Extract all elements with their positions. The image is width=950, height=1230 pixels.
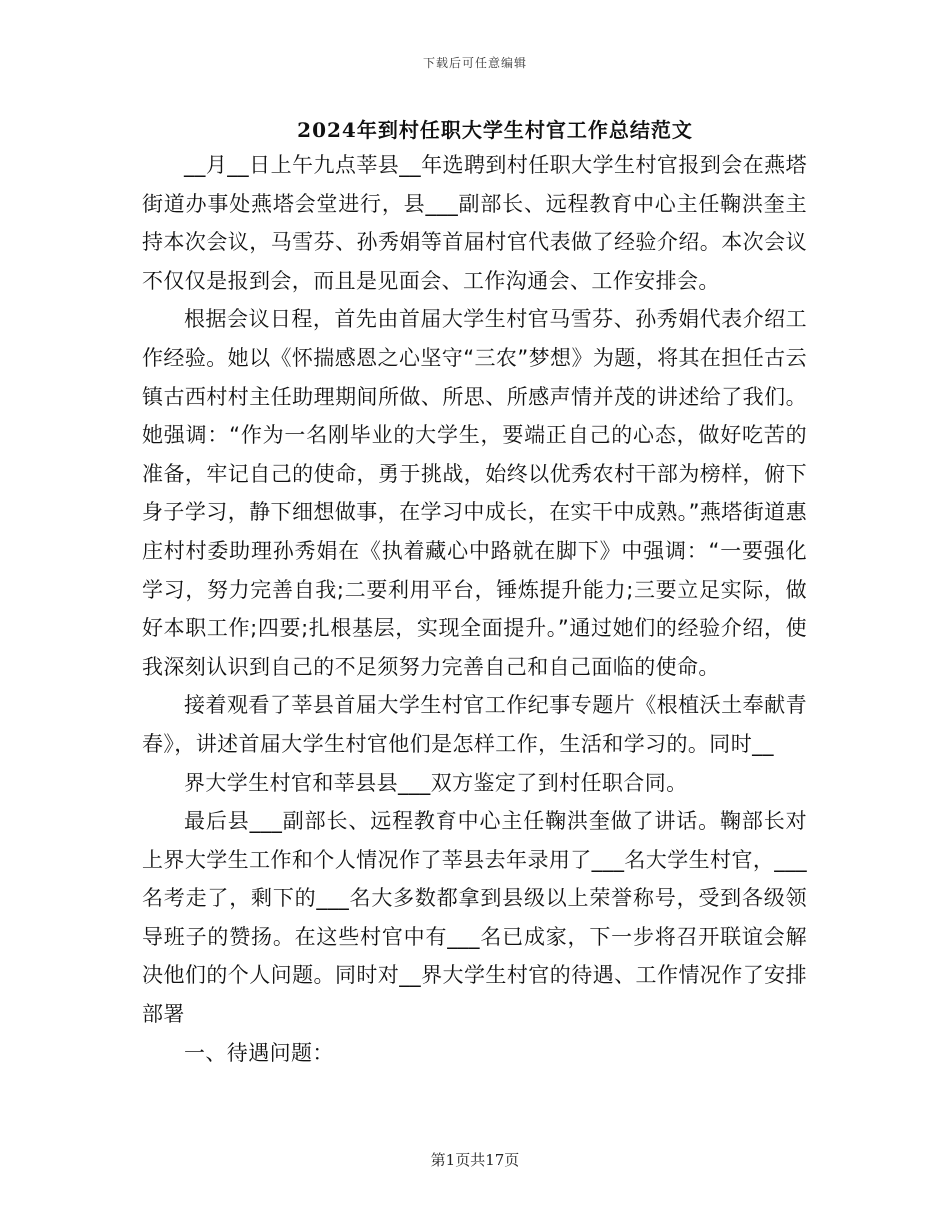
paragraph-1: __月__日上午九点莘县__年选聘到村任职大学生村官报到会在燕塔街道办事处燕塔会堂进行，县___副部长、远程教育中心主任鞠洪奎主持本次会议，马雪芬、孙秀娟等首届村官代表做了经验介绍。本次会议不仅仅是报到会，而且是见面会、工作沟通会、工作安排会。: [142, 153, 807, 293]
document-title: 2024年到村任职大学生村官工作总结范文: [297, 118, 693, 142]
document-body: [142, 146, 807, 1072]
page-number: 第1页共17页: [430, 1151, 520, 1169]
paragraph-2: 根据会议日程，首先由首届大学生村官马雪芬、孙秀娟代表介绍工作经验。她以《怀揣感恩之心坚守“三农”梦想》为题，将其在担任古云镇古西村村主任助理期间所做、所思、所感声情并茂的讲述给了我们。她强调：“作为一名刚毕业的大学生，要端正自己的心态，做好吃苦的准备，牢记自己的使命，勇于挑战，始终以优秀农村干部为榜样，俯下身子学习，静下细想做事，在学习中成长，在实干中成熟。”燕塔街道惠庄村村委助理孙秀娟在《执着藏心中路就在脚下》中强调：“一要强化学习，努力完善自我;二要利用平台，锤炼提升能力;三要立足实际，做好本职工作;四要;扎根基层，实现全面提升。”通过她们的经验介绍，使我深刻认识到自己的不足须努力完善自己和自己面临的使命。: [142, 307, 807, 679]
header-note: 下载后可任意编辑: [422, 56, 527, 70]
paragraph-3: 接着观看了莘县首届大学生村官工作纪事专题片《根植沃土奉献青春》，讲述首届大学生村官他们是怎样工作，生活和学习的。同时__: [142, 693, 807, 756]
paragraph-4: 界大学生村官和莘县县___双方鉴定了到村任职合同。: [184, 770, 688, 795]
paragraph-6: 一、待遇问题：: [184, 1040, 334, 1065]
paragraph-5: 最后县___副部长、远程教育中心主任鞠洪奎做了讲话。鞠部长对上界大学生工作和个人情况作了莘县去年录用了___名大学生村官，___名考走了，剩下的___名大多数都拿到县级以上荣誉称号，受到各级领导班子的赞扬。在这些村官中有___名已成家，下一步将召开联谊会解决他们的个人问题。同时对__界大学生村官的待遇、工作情况作了安排部署: [142, 809, 807, 1027]
